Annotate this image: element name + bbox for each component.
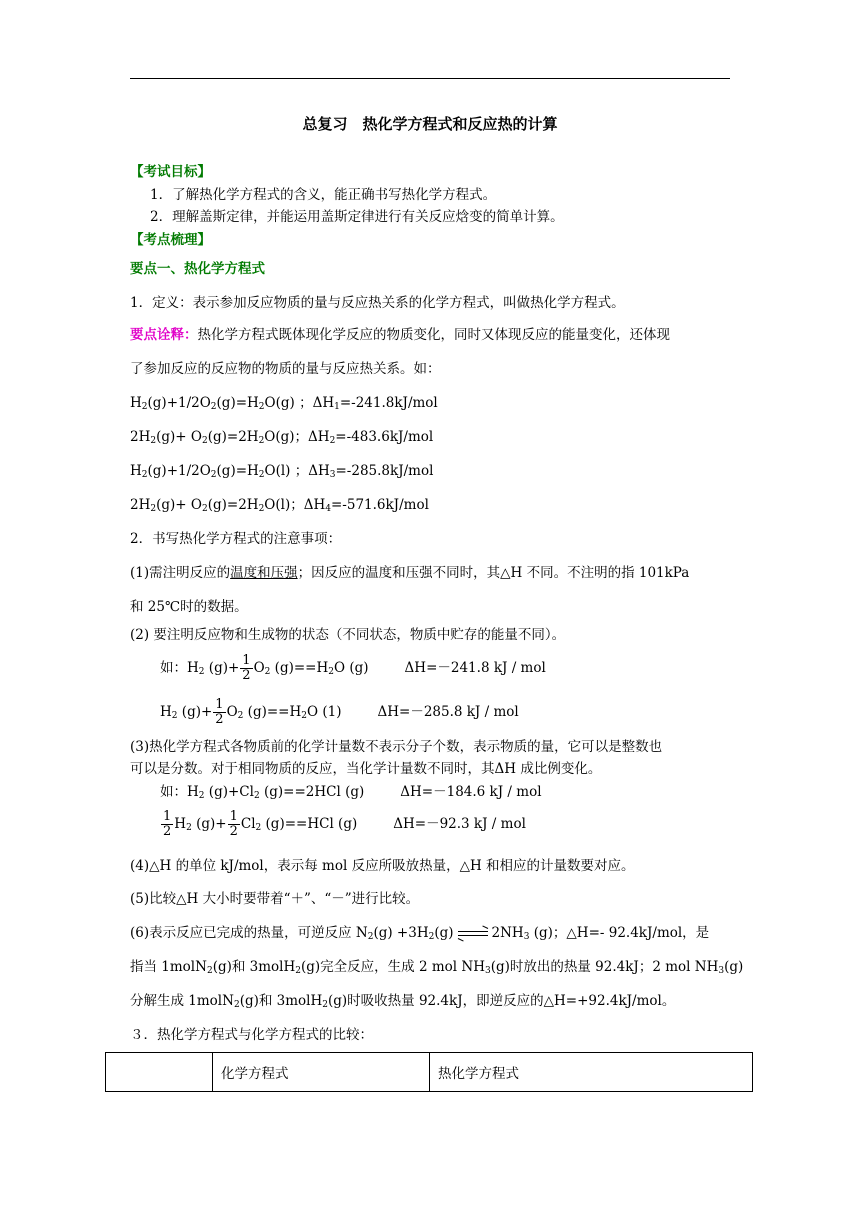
comparison-table: [105, 1052, 753, 1092]
note-4: (4)△H 的单位 kJ/mol，表示每 mol 反应所吸放热量，△H 和相应的计量数要对应。: [130, 858, 635, 874]
equation-3: $H_2(g)+1/2O_2(g)=H_2O(l)$ ；$\Delta H_3=-285.8kJ$/mol: [130, 463, 434, 480]
note-label: 要点诠释：: [130, 327, 198, 343]
note-2: (2) 要注明反应物和生成物的状态（不同状态，物质中贮存的能量不同）。: [130, 627, 566, 643]
definition: 1．定义：表示参加反应物质的量与反应热关系的化学方程式，叫做热化学方程式。: [130, 295, 625, 311]
goal-item-1: 1．了解热化学方程式的含义，能正确书写热化学方程式。: [150, 187, 497, 203]
reversible-arrow-icon: [458, 929, 488, 939]
fraction: $\frac{1}{2}$: [163, 809, 172, 839]
goal-heading: 【考试目标】: [130, 164, 211, 180]
note-1-line-2: 和 25℃时的数据。: [130, 599, 248, 615]
note-6-line-2: 指当 1molN$_2$(g)和 3molH$_2$(g)完全反应，生成 2 mol $NH_3(g)$时放出的热量 92.4kJ；2 mol $NH_3(g)$: [130, 959, 744, 976]
table-cell: [106, 1053, 213, 1092]
header-rule: [130, 78, 730, 79]
note-1-line-1: (1)需注明反应的温度和压强；因反应的温度和压强不同时，其△H 不同。不注明的指 101kPa: [130, 565, 690, 581]
fraction: $\frac{1}{2}$: [229, 809, 238, 839]
page-title: 总复习 热化学方程式和反应热的计算: [302, 115, 558, 133]
note-line-2: 了参加反应的反应物的物质的量与反应热关系。如：: [130, 361, 441, 377]
example-1: 如：$H_2$ (g)+ $\frac{1}{2}$ $O_2$ $(g)==H_2O$ (g) ΔH=－241.8 kJ / mol: [160, 653, 546, 683]
table-header-chemical-equation: 化学方程式: [213, 1053, 430, 1092]
note-3-line-1: (3)热化学方程式各物质前的化学计量数不表示分子个数，表示物质的量，它可以是整数也: [130, 739, 663, 755]
equation-4: $2H_2(g)+ O_2(g)=2H_2O(l)$；$\Delta H_4=-571.6kJ$/mol: [130, 497, 429, 514]
equation-2: $2H_2(g)+ O_2(g)=2H_2O(g)$；$\Delta H_2=-483.6kJ$/mol: [130, 429, 434, 446]
point1-heading: 要点一、热化学方程式: [130, 261, 265, 277]
example-2: $H_2$ (g)+ $\frac{1}{2}$ $O_2$ $(g)==H_2O$ (1) ΔH=－285.8 kJ / mol: [160, 697, 519, 727]
section-2-heading: 2．书写热化学方程式的注意事项：: [130, 531, 342, 547]
goal-item-2: 2．理解盖斯定律，并能运用盖斯定律进行有关反应焓变的简单计算。: [150, 209, 564, 225]
note-6-line-3: 分解生成 1molN$_2$(g)和 3molH$_2$(g)时吸收热量 92.4kJ，即逆反应的△H=+92.4kJ/mol。: [130, 993, 676, 1010]
fraction: $\frac{1}{2}$: [242, 653, 251, 683]
note-6-line-1: (6)表示反应已完成的热量，可逆反应 $N_2(g) +3H_2(g)$ $2NH_3$ (g)；△H=- 92.4kJ/mol，是: [130, 925, 710, 942]
equation-1: $H_2(g)+1/2O_2(g)=H_2O(g)$ ；$\Delta H_1=-241.8kJ$/mol: [130, 395, 438, 412]
fraction: $\frac{1}{2}$: [215, 697, 224, 727]
note-5: (5)比较△H 大小时要带着“＋”、“－”进行比较。: [130, 891, 420, 907]
section-3-heading: ３．热化学方程式与化学方程式的比较：: [130, 1027, 373, 1043]
table-row: [106, 1053, 753, 1092]
table-header-thermochemical-equation: 热化学方程式: [430, 1053, 753, 1092]
review-heading: 【考点梳理】: [130, 232, 211, 248]
example-3: 如：$H_2$ $(g)+Cl_2$ (g)==2HCl (g) ΔH=－184.6 kJ / mol: [160, 784, 542, 801]
note-3-line-2: 可以是分数。对于相同物质的反应，当化学计量数不同时，其ΔH 成比例变化。: [130, 761, 602, 777]
note-line-1: 要点诠释：热化学方程式既体现化学反应的物质变化，同时又体现反应的能量变化，还体现: [130, 327, 670, 343]
example-4: $\frac{1}{2}$ $H_2$ (g)+ $\frac{1}{2}$ $Cl_2$ (g)==HCl (g) ΔH=－92.3 kJ / mol: [163, 809, 526, 839]
